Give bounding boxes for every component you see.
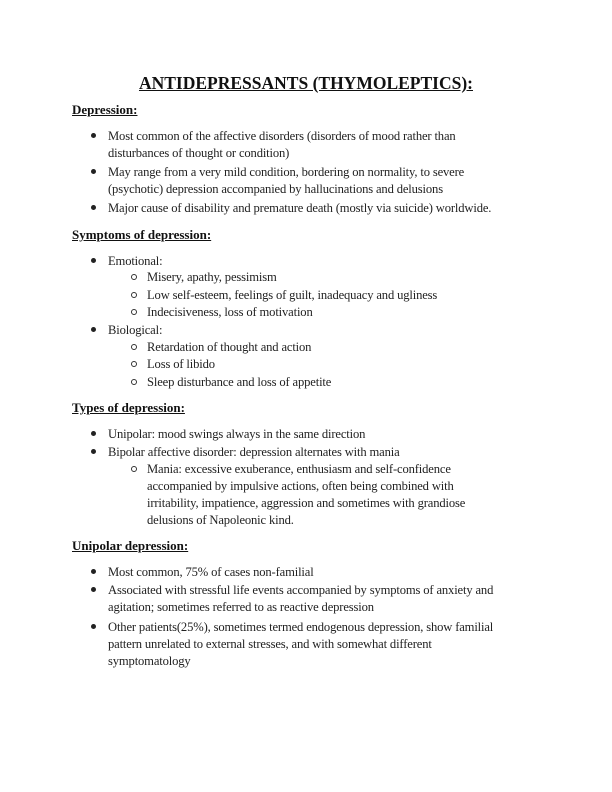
section-heading-depression: Depression:	[72, 102, 138, 117]
bullet-icon	[91, 133, 96, 138]
section-heading-symptoms: Symptoms of depression:	[72, 227, 212, 242]
list-item-line: pattern unrelated to external stresses, and with somewhat different	[108, 637, 432, 651]
list-item-line: May range from a very mild condition, bordering on normality, to severe	[108, 165, 465, 179]
list-item-line: Biological:	[108, 323, 163, 337]
section-heading-types: Types of depression:	[72, 400, 185, 415]
sub-item-line: Sleep disturbance and loss of appetite	[147, 375, 332, 389]
sub-bullet-icon	[131, 361, 137, 367]
list-item-line: Other patients(25%), sometimes termed endogenous depression, show familial	[108, 620, 494, 634]
sub-item-line: Mania: excessive exuberance, enthusiasm and self-confidence	[147, 462, 451, 476]
sub-bullet-icon	[131, 466, 137, 472]
bullet-icon	[91, 449, 96, 454]
sub-bullet-icon	[131, 379, 137, 385]
bullet-icon	[91, 258, 96, 263]
list-item-line: Emotional:	[108, 254, 163, 268]
sub-item-line: Indecisiveness, loss of motivation	[147, 305, 313, 319]
bullet-icon	[91, 431, 96, 436]
list-item-line: Associated with stressful life events accompanied by symptoms of anxiety and	[108, 583, 494, 597]
sub-item-line: accompanied by impulsive actions, often being combined with	[147, 479, 454, 493]
sub-item-line: Misery, apathy, pessimism	[147, 270, 277, 284]
sub-item-line: Low self-esteem, feelings of guilt, inadequacy and ugliness	[147, 288, 438, 302]
list-item-line: Most common of the affective disorders (disorders of mood rather than	[108, 129, 456, 143]
list-item-line: symptomatology	[108, 654, 191, 668]
sub-bullet-icon	[131, 292, 137, 298]
list-item-line: Most common, 75% of cases non-familial	[108, 565, 314, 579]
bullet-icon	[91, 169, 96, 174]
sub-bullet-icon	[131, 344, 137, 350]
document-title: ANTIDEPRESSANTS (THYMOLEPTICS):	[138, 73, 473, 93]
list-item-line: Bipolar affective disorder: depression alternates with mania	[108, 445, 400, 459]
list-item-line: disturbances of thought or condition)	[108, 146, 290, 160]
sub-item-line: Loss of libido	[147, 357, 215, 371]
bullet-icon	[91, 569, 96, 574]
sub-item-line: irritability, impatience, aggression and sometimes with grandiose	[147, 496, 466, 510]
bullet-icon	[91, 587, 96, 592]
bullet-icon	[91, 327, 96, 332]
bullet-icon	[91, 205, 96, 210]
list-item-line: Unipolar: mood swings always in the same direction	[108, 427, 366, 441]
list-item-line: (psychotic) depression accompanied by hallucinations and delusions	[108, 182, 443, 196]
list-item-line: Major cause of disability and premature death (mostly via suicide) worldwide.	[108, 201, 492, 215]
bullet-icon	[91, 624, 96, 629]
sub-bullet-icon	[131, 274, 137, 280]
sub-item-line: delusions of Napoleonic kind.	[147, 513, 294, 527]
sub-item-line: Retardation of thought and action	[147, 340, 312, 354]
sub-bullet-icon	[131, 309, 137, 315]
list-item-line: agitation; sometimes referred to as reactive depression	[108, 600, 374, 614]
section-heading-unipolar: Unipolar depression:	[72, 538, 189, 553]
